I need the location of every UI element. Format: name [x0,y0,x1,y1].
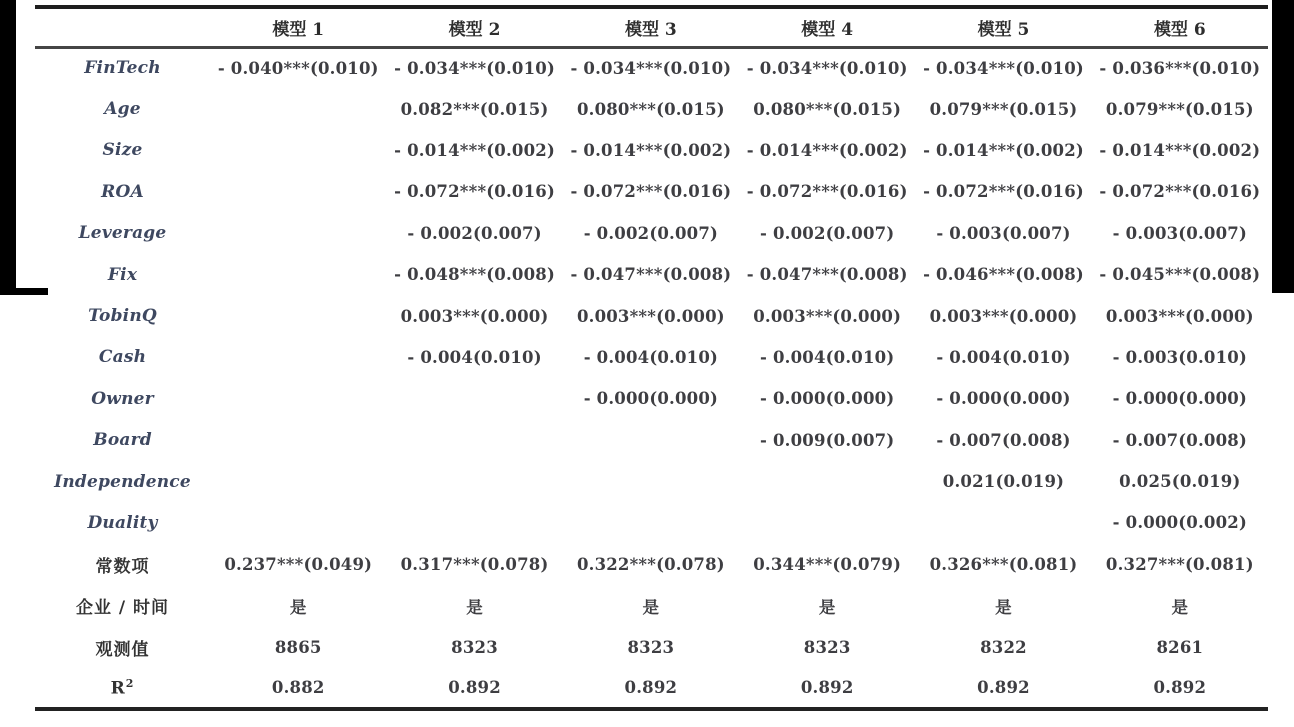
value-cell: - 0.004(0.010) [760,347,895,367]
row-label: ROA [101,181,144,202]
row-label: 企业 / 时间 [76,598,170,619]
value-cell: 0.892 [1153,678,1207,698]
table-row [35,544,1268,585]
table-row [35,420,1268,461]
value-cell: 0.003***(0.000) [753,306,902,326]
table-row [35,88,1268,129]
row-label-superscript: 2 [125,676,135,690]
table-row [35,502,1268,543]
header-cell-model-1: 模型 1 [210,7,386,47]
value-cell [386,420,562,461]
row-label: Cash [98,347,147,368]
value-cell [739,502,915,543]
row-label: FinTech [84,58,161,79]
value-cell: - 0.072***(0.016) [1099,182,1261,202]
row-label [35,668,210,709]
value-cell [386,378,562,419]
value-cell [386,461,562,502]
value-cell: - 0.000(0.000) [583,389,719,409]
row-label: 观测值 [95,639,150,660]
scan-artifact-right-bar [1272,0,1294,293]
value-cell: 是 [818,597,836,617]
scan-artifact-left-bar [0,0,16,292]
header-cell-model-2: 模型 2 [386,7,562,47]
value-cell [386,502,562,543]
value-cell: - 0.047***(0.008) [746,265,908,285]
value-cell: - 0.004(0.010) [936,347,1071,367]
value-cell [210,254,386,295]
table-row [35,668,1268,709]
value-cell: 0.327***(0.081) [1105,554,1254,574]
table-row [35,254,1268,295]
value-cell [210,337,386,378]
value-cell: 是 [642,597,660,617]
value-cell [210,130,386,171]
row-label: Owner [91,388,154,409]
value-cell: - 0.046***(0.008) [923,265,1084,285]
value-cell: 8261 [1156,637,1204,657]
value-cell: - 0.002(0.007) [583,223,719,243]
value-cell: - 0.007(0.008) [1112,430,1247,450]
table-row [35,130,1268,171]
table-row [35,378,1268,419]
value-cell: 0.326***(0.081) [929,554,1078,574]
value-cell [210,502,386,543]
table-row [35,213,1268,254]
table-row [35,585,1268,626]
value-cell [210,88,386,129]
value-cell: 0.079***(0.015) [1105,99,1254,119]
row-label: Board [93,430,152,451]
value-cell: - 0.003(0.010) [1112,347,1247,367]
value-cell: 0.344***(0.079) [753,554,902,574]
value-cell: 0.892 [977,678,1030,698]
value-cell: - 0.045***(0.008) [1099,265,1261,285]
table-row [35,337,1268,378]
value-cell: 8323 [803,637,851,657]
table-body [35,47,1268,709]
table-row [35,461,1268,502]
header-cell-model-3: 模型 3 [563,7,739,47]
value-cell: - 0.014***(0.002) [1099,140,1261,160]
value-cell [210,295,386,336]
value-cell [210,378,386,419]
row-label-base: R [110,678,126,699]
value-cell: 是 [995,597,1012,617]
value-cell: - 0.034***(0.010) [570,58,732,78]
value-cell: - 0.000(0.000) [936,389,1071,409]
row-label: Size [102,140,143,161]
value-cell: 8323 [451,637,498,657]
value-cell [563,420,739,461]
table-header-row [35,7,1268,47]
value-cell: 0.892 [800,678,854,698]
value-cell: - 0.034***(0.010) [746,58,908,78]
value-cell [210,461,386,502]
row-label: Duality [87,512,158,533]
value-cell: 0.003***(0.000) [400,306,549,326]
regression-results-table [35,5,1268,711]
value-cell [915,502,1091,543]
value-cell [739,461,915,502]
value-cell: 是 [466,597,483,617]
value-cell: - 0.004(0.010) [407,347,542,367]
value-cell: 0.080***(0.015) [753,99,902,119]
value-cell: - 0.014***(0.002) [394,140,555,160]
value-cell [563,461,739,502]
value-cell: - 0.036***(0.010) [1099,58,1261,78]
value-cell: - 0.004(0.010) [583,347,719,367]
table-header [35,7,1268,47]
header-cell-model-6: 模型 6 [1092,7,1268,47]
value-cell [210,171,386,212]
value-cell: - 0.014***(0.002) [570,140,732,160]
value-cell: 8865 [274,637,322,657]
header-cell-model-4: 模型 4 [739,7,915,47]
row-label: 常数项 [95,556,150,577]
row-label: Fix [107,264,138,285]
table-row [35,295,1268,336]
value-cell [210,213,386,254]
value-cell: 0.080***(0.015) [576,99,725,119]
value-cell: 8322 [980,637,1027,657]
value-cell: - 0.072***(0.016) [394,182,555,202]
table-row [35,47,1268,88]
header-cell-model-5: 模型 5 [915,7,1091,47]
value-cell: 0.322***(0.078) [576,554,725,574]
value-cell: 0.003***(0.000) [929,306,1078,326]
value-cell: - 0.014***(0.002) [746,140,908,160]
value-cell: - 0.000(0.000) [760,389,895,409]
value-cell: - 0.040***(0.010) [217,58,379,78]
value-cell: 0.003***(0.000) [576,306,725,326]
value-cell: 0.237***(0.049) [224,554,373,574]
value-cell: - 0.014***(0.002) [923,140,1084,160]
value-cell: - 0.000(0.002) [1112,513,1247,533]
value-cell: - 0.003(0.007) [1112,223,1247,243]
value-cell: - 0.034***(0.010) [394,58,555,78]
value-cell: - 0.072***(0.016) [570,182,732,202]
value-cell: 0.317***(0.078) [400,554,549,574]
value-cell: 0.079***(0.015) [929,99,1078,119]
row-label: TobinQ [88,306,157,327]
value-cell: - 0.047***(0.008) [570,265,732,285]
value-cell: 0.892 [624,678,678,698]
value-cell: 0.021(0.019) [942,472,1065,492]
row-label: Independence [54,471,191,492]
header-cell-blank [35,7,210,47]
value-cell: - 0.002(0.007) [407,223,542,243]
value-cell: 0.082***(0.015) [400,99,549,119]
value-cell: 0.892 [448,678,501,698]
value-cell: - 0.034***(0.010) [923,58,1084,78]
row-label: Age [104,99,141,120]
value-cell: 是 [1171,597,1189,617]
value-cell: 8323 [627,637,675,657]
value-cell: 是 [289,597,307,617]
value-cell: - 0.003(0.007) [936,223,1071,243]
value-cell: - 0.002(0.007) [760,223,895,243]
row-label: Leverage [78,223,167,244]
value-cell: - 0.072***(0.016) [923,182,1084,202]
value-cell: - 0.007(0.008) [936,430,1071,450]
value-cell: 0.882 [271,678,325,698]
value-cell: 0.025(0.019) [1119,472,1241,492]
value-cell: - 0.009(0.007) [760,430,895,450]
value-cell [210,420,386,461]
table-row [35,626,1268,667]
value-cell: - 0.000(0.000) [1112,389,1247,409]
table-row [35,171,1268,212]
value-cell: - 0.072***(0.016) [746,182,908,202]
value-cell: 0.003***(0.000) [1105,306,1254,326]
value-cell: - 0.048***(0.008) [394,265,555,285]
value-cell [563,502,739,543]
